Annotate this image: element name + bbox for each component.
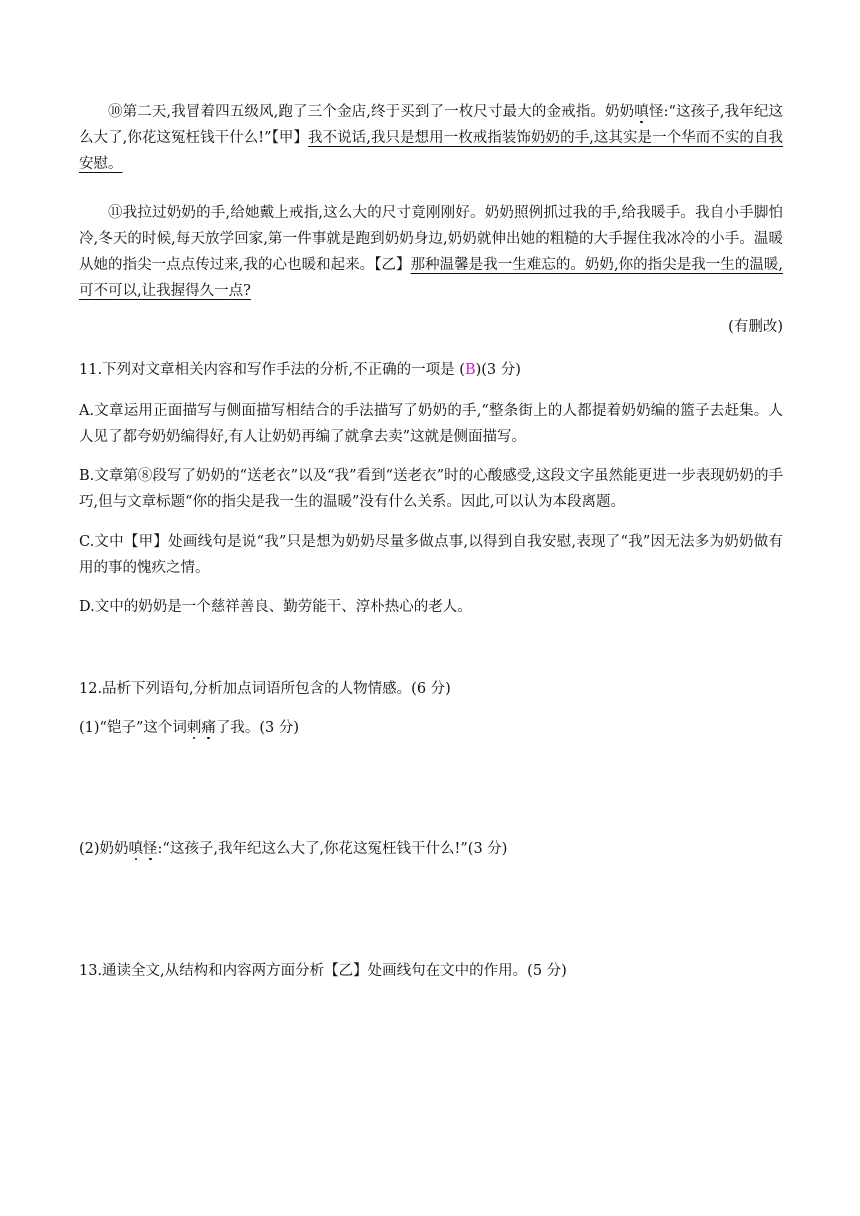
question-12-sub-1 [79,715,783,741]
option-d: D.文中的奶奶是一个慈祥善良、勤劳能干、淳朴热心的老人。 [79,599,472,615]
emphasized-char: 嗔 [634,104,649,120]
emphasized-char: 嗔 [128,841,144,857]
paragraph-number: ⑩ [108,104,123,120]
question-text: (1)“铠子”这个词 [79,720,187,736]
question-text: 了我。(3 分) [215,720,300,736]
paragraph-10 [79,99,783,177]
option-c: C.文中【甲】处画线句是说“我”只是想为奶奶尽量多做点事,以得到自我安慰,表现了“我”因无法多为奶奶做有用的事的愧疚之情。 [79,534,783,576]
paragraph-text: 我拉过奶奶的手,给她戴上戒指,这么大的尺寸竟刚刚好。奶奶照例抓过我的手,给我暖手。我自小手脚怕冷,冬天的时候,每天放学回家,第一件事就是跑到奶奶身边,奶奶就伸出她的粗糙的大手握住我冰冷的小手。温暖从她的指尖一点点传过来,我的心也暖和起来。 [79,205,783,273]
underlined-sentence-jia: 我不说话,我只是想用一枚戒指装饰奶奶的手,这其实是一个华而不实的自我安慰。 [79,130,783,172]
question-text: (2)奶奶 [79,841,129,857]
paragraph-text: 怪:“这孩子,我年纪这么大了,你花这冤枉钱干什么!” [79,104,784,146]
paragraph-number: ⑪ [108,205,123,221]
option-b: B.文章第⑧段写了奶奶的“送老衣”以及“我”看到“送老衣”时的心酸感受,这段文字虽然能更进一步表现奶奶的手巧,但与文章标题“你的指尖是我一生的温暖”没有什么关系。因此,可以认为本段离题。 [79,468,783,510]
emphasized-char: 刺 [186,720,202,736]
emphasized-char: 怪 [143,841,158,857]
option-a: A.文章运用正面描写与侧面描写相结合的手法描写了奶奶的手,“整条街上的人都提着奶奶编的篮子去赶集。人人见了都夸奶奶编得好,有人让奶奶再编了就拿去卖”这就是侧面描写。 [79,403,783,445]
marker-yi: 【乙】 [374,257,411,273]
paragraph-text: 第二天,我冒着四五级风,跑了三个金店,终于买到了一枚尺寸最大的金戒指。奶奶 [122,104,635,120]
question-12-stem: 12.品析下列语句,分析加点词语所包含的人物情感。(6 分) [79,681,451,697]
question-points: )(3 分) [475,362,521,378]
question-12-sub-2 [79,836,783,862]
paragraph-11 [79,200,783,304]
question-13-stem: 13.通读全文,从结构和内容两方面分析【乙】处画线句在文中的作用。(5 分) [79,963,567,979]
marker-jia: 【甲】 [271,130,309,146]
emphasized-char: 痛 [201,720,216,736]
source-note: (有删改) [728,319,783,335]
question-text: :“这孩子,我年纪这么大了,你花这冤枉钱干什么!”(3 分) [157,841,508,857]
question-11-stem [79,357,783,383]
underlined-sentence-yi: 那种温馨是我一生难忘的。奶奶,你的指尖是我一生的温暖,可不可以,让我握得久一点? [79,257,784,299]
question-text: 11.下列对文章相关内容和写作手法的分析,不正确的一项是 ( [79,362,465,378]
answer-letter: B [464,362,476,378]
